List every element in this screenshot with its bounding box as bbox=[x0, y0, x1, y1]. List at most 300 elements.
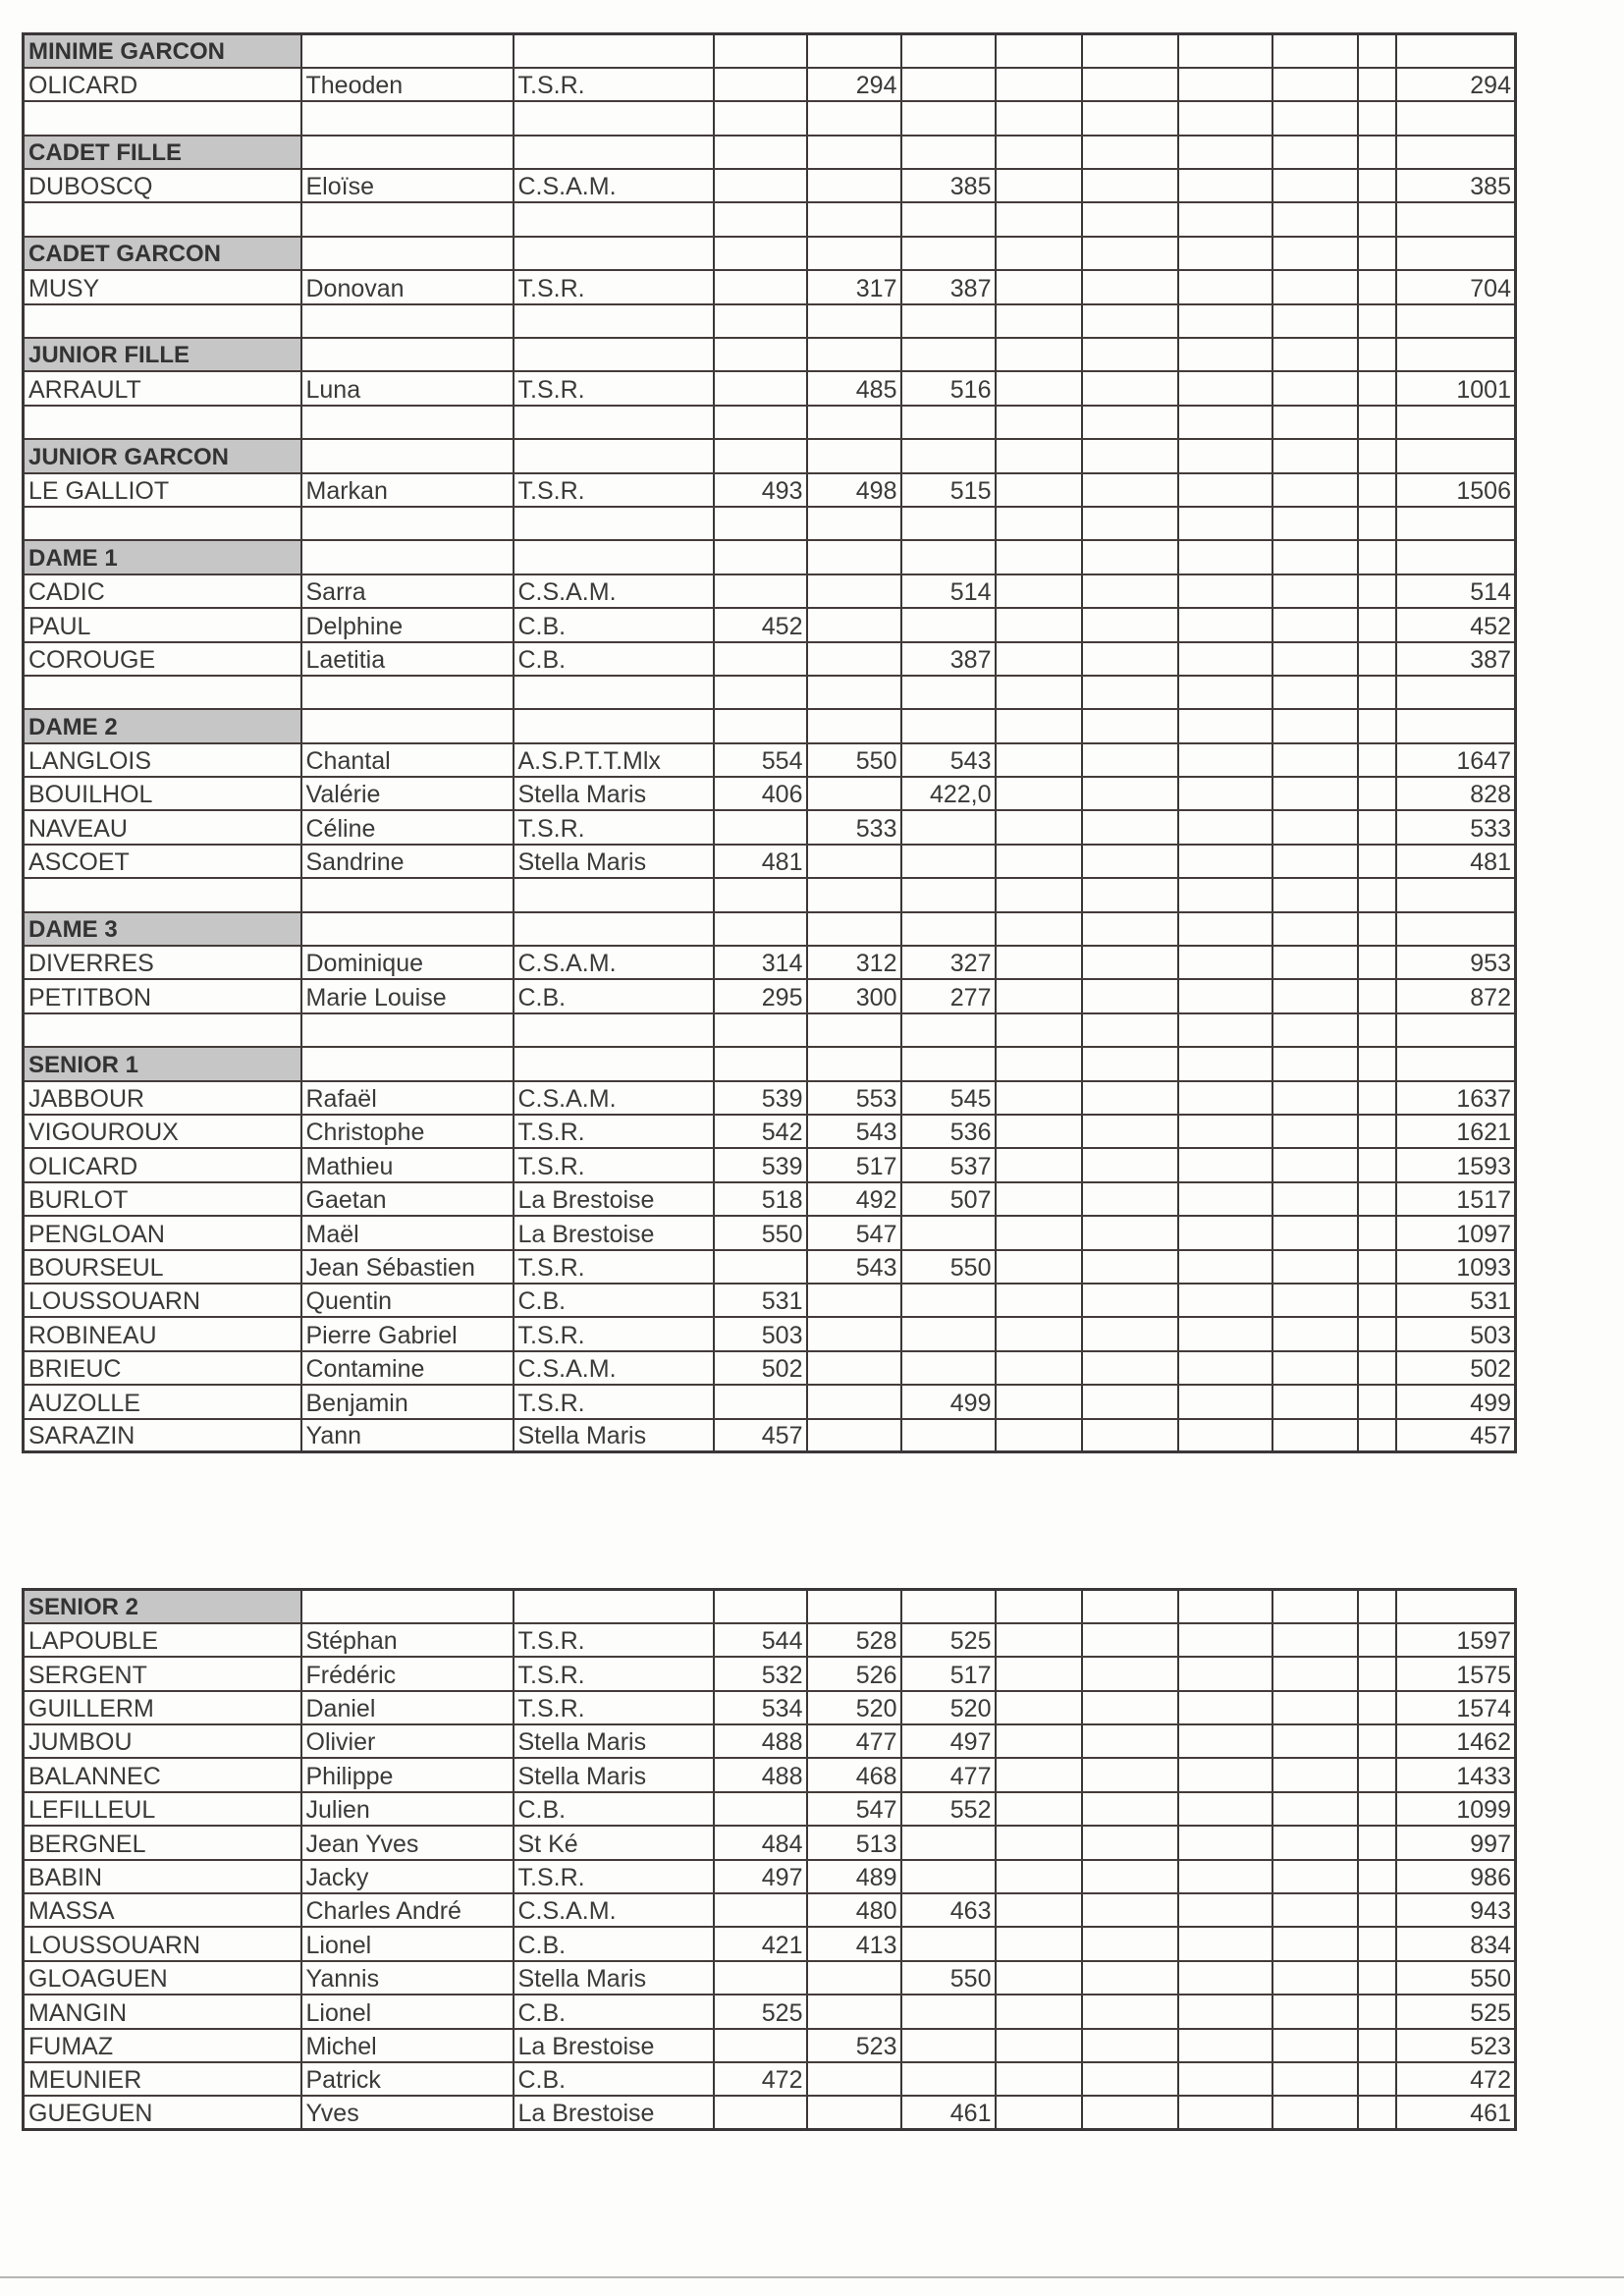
table-row bbox=[24, 574, 1516, 608]
empty-cell bbox=[714, 1047, 807, 1080]
score-4 bbox=[996, 270, 1082, 303]
empty-cell bbox=[1358, 507, 1396, 540]
empty-cell bbox=[24, 878, 301, 911]
table-row bbox=[24, 1351, 1516, 1385]
score-2: 547 bbox=[807, 1792, 901, 1826]
club: St Ké bbox=[514, 1826, 714, 1859]
score-7 bbox=[1272, 1216, 1358, 1249]
score-6 bbox=[1178, 473, 1272, 507]
empty-cell bbox=[1396, 406, 1516, 439]
score-7 bbox=[1272, 1724, 1358, 1758]
score-5 bbox=[1082, 2096, 1178, 2129]
empty-cell bbox=[1396, 676, 1516, 709]
club: T.S.R. bbox=[514, 68, 714, 101]
score-5 bbox=[1082, 642, 1178, 676]
empty-cell bbox=[1358, 101, 1396, 135]
club: A.S.P.T.T.Mlx bbox=[514, 743, 714, 777]
score-7 bbox=[1272, 1961, 1358, 1995]
score-1: 532 bbox=[714, 1657, 807, 1690]
score-1: 457 bbox=[714, 1419, 807, 1452]
empty-cell bbox=[1082, 406, 1178, 439]
score-2 bbox=[807, 1419, 901, 1452]
empty-cell bbox=[714, 202, 807, 236]
score-7 bbox=[1272, 1657, 1358, 1690]
first-name: Dominique bbox=[301, 946, 514, 979]
score-1: 542 bbox=[714, 1115, 807, 1148]
score-6 bbox=[1178, 1758, 1272, 1791]
score-6 bbox=[1178, 2029, 1272, 2062]
empty-cell bbox=[301, 507, 514, 540]
empty-cell bbox=[1272, 540, 1358, 574]
score-3: 463 bbox=[901, 1893, 996, 1927]
empty-cell bbox=[901, 507, 996, 540]
last-name: MUSY bbox=[24, 270, 301, 303]
score-5 bbox=[1082, 1691, 1178, 1724]
empty-cell bbox=[1082, 439, 1178, 472]
score-2 bbox=[807, 1284, 901, 1317]
empty-cell bbox=[901, 709, 996, 742]
club: C.B. bbox=[514, 1995, 714, 2028]
score-7 bbox=[1272, 2062, 1358, 2096]
score-1: 544 bbox=[714, 1623, 807, 1657]
first-name: Olivier bbox=[301, 1724, 514, 1758]
table-row bbox=[24, 1419, 1516, 1452]
score-4 bbox=[996, 2029, 1082, 2062]
score-3: 461 bbox=[901, 2096, 996, 2129]
score-6 bbox=[1178, 1623, 1272, 1657]
category-header-row bbox=[24, 136, 1516, 169]
club: T.S.R. bbox=[514, 1860, 714, 1893]
score-8 bbox=[1358, 2096, 1396, 2129]
club: C.B. bbox=[514, 1284, 714, 1317]
score-4 bbox=[996, 1860, 1082, 1893]
last-name: ASCOET bbox=[24, 845, 301, 878]
empty-cell bbox=[1082, 202, 1178, 236]
score-6 bbox=[1178, 1893, 1272, 1927]
score-2: 294 bbox=[807, 68, 901, 101]
empty-cell bbox=[301, 136, 514, 169]
score-2: 468 bbox=[807, 1758, 901, 1791]
empty-cell bbox=[1082, 1590, 1178, 1623]
score-5 bbox=[1082, 1182, 1178, 1216]
club: C.B. bbox=[514, 642, 714, 676]
empty-cell bbox=[901, 912, 996, 946]
empty-cell bbox=[1396, 1590, 1516, 1623]
score-8 bbox=[1358, 2029, 1396, 2062]
category-title: SENIOR 2 bbox=[24, 1590, 301, 1623]
table-row bbox=[24, 1995, 1516, 2028]
first-name: Charles André bbox=[301, 1893, 514, 1927]
score-5 bbox=[1082, 1758, 1178, 1791]
total-score: 503 bbox=[1396, 1317, 1516, 1350]
first-name: Michel bbox=[301, 2029, 514, 2062]
first-name: Maël bbox=[301, 1216, 514, 1249]
score-3: 550 bbox=[901, 1250, 996, 1284]
empty-cell bbox=[1082, 1047, 1178, 1080]
empty-cell bbox=[1358, 912, 1396, 946]
last-name: COROUGE bbox=[24, 642, 301, 676]
empty-cell bbox=[1178, 439, 1272, 472]
table-row bbox=[24, 1216, 1516, 1249]
last-name: GUEGUEN bbox=[24, 2096, 301, 2129]
spacer-row bbox=[24, 1013, 1516, 1047]
score-7 bbox=[1272, 68, 1358, 101]
empty-cell bbox=[996, 304, 1082, 338]
empty-cell bbox=[1396, 304, 1516, 338]
empty-cell bbox=[901, 202, 996, 236]
last-name: JUMBOU bbox=[24, 1724, 301, 1758]
total-score: 387 bbox=[1396, 642, 1516, 676]
club: Stella Maris bbox=[514, 1419, 714, 1452]
score-4 bbox=[996, 1216, 1082, 1249]
score-1: 503 bbox=[714, 1317, 807, 1350]
score-3: 536 bbox=[901, 1115, 996, 1148]
first-name: Jean Yves bbox=[301, 1826, 514, 1859]
empty-cell bbox=[807, 709, 901, 742]
first-name: Gaetan bbox=[301, 1182, 514, 1216]
empty-cell bbox=[24, 1013, 301, 1047]
score-7 bbox=[1272, 1182, 1358, 1216]
empty-cell bbox=[807, 676, 901, 709]
score-8 bbox=[1358, 1250, 1396, 1284]
first-name: Céline bbox=[301, 810, 514, 844]
table-row bbox=[24, 845, 1516, 878]
table-row bbox=[24, 2062, 1516, 2096]
last-name: LANGLOIS bbox=[24, 743, 301, 777]
score-1: 518 bbox=[714, 1182, 807, 1216]
category-title: MINIME GARCON bbox=[24, 34, 301, 68]
club: C.B. bbox=[514, 608, 714, 641]
empty-cell bbox=[901, 676, 996, 709]
score-5 bbox=[1082, 1623, 1178, 1657]
last-name: PAUL bbox=[24, 608, 301, 641]
empty-cell bbox=[1082, 676, 1178, 709]
table-row bbox=[24, 777, 1516, 810]
table-row bbox=[24, 1250, 1516, 1284]
total-score: 550 bbox=[1396, 1961, 1516, 1995]
empty-cell bbox=[996, 34, 1082, 68]
empty-cell bbox=[1272, 507, 1358, 540]
empty-cell bbox=[514, 1590, 714, 1623]
empty-cell bbox=[996, 912, 1082, 946]
empty-cell bbox=[1358, 1013, 1396, 1047]
table-row bbox=[24, 1724, 1516, 1758]
spacer-row bbox=[24, 304, 1516, 338]
score-3 bbox=[901, 2062, 996, 2096]
empty-cell bbox=[714, 136, 807, 169]
score-8 bbox=[1358, 1623, 1396, 1657]
score-6 bbox=[1178, 1792, 1272, 1826]
score-7 bbox=[1272, 574, 1358, 608]
score-6 bbox=[1178, 1385, 1272, 1418]
score-8 bbox=[1358, 946, 1396, 979]
score-1: 534 bbox=[714, 1691, 807, 1724]
total-score: 385 bbox=[1396, 169, 1516, 202]
score-6 bbox=[1178, 371, 1272, 405]
first-name: Sarra bbox=[301, 574, 514, 608]
score-2 bbox=[807, 845, 901, 878]
score-2 bbox=[807, 1995, 901, 2028]
score-1 bbox=[714, 2096, 807, 2129]
empty-cell bbox=[1272, 338, 1358, 371]
score-6 bbox=[1178, 1826, 1272, 1859]
score-6 bbox=[1178, 1419, 1272, 1452]
score-8 bbox=[1358, 979, 1396, 1012]
empty-cell bbox=[996, 406, 1082, 439]
last-name: LOUSSOUARN bbox=[24, 1284, 301, 1317]
empty-cell bbox=[1082, 237, 1178, 270]
score-5 bbox=[1082, 946, 1178, 979]
spacer-row bbox=[24, 676, 1516, 709]
score-6 bbox=[1178, 68, 1272, 101]
score-1 bbox=[714, 2029, 807, 2062]
score-7 bbox=[1272, 1284, 1358, 1317]
first-name: Frédéric bbox=[301, 1657, 514, 1690]
empty-cell bbox=[514, 136, 714, 169]
score-6 bbox=[1178, 1182, 1272, 1216]
total-score: 953 bbox=[1396, 946, 1516, 979]
empty-cell bbox=[1178, 1013, 1272, 1047]
score-4 bbox=[996, 1758, 1082, 1791]
score-1 bbox=[714, 1893, 807, 1927]
score-8 bbox=[1358, 371, 1396, 405]
first-name: Markan bbox=[301, 473, 514, 507]
last-name: ARRAULT bbox=[24, 371, 301, 405]
empty-cell bbox=[901, 540, 996, 574]
club: C.S.A.M. bbox=[514, 169, 714, 202]
empty-cell bbox=[514, 101, 714, 135]
score-3 bbox=[901, 1927, 996, 1960]
score-5 bbox=[1082, 1385, 1178, 1418]
club: C.S.A.M. bbox=[514, 946, 714, 979]
score-2: 543 bbox=[807, 1250, 901, 1284]
empty-cell bbox=[301, 540, 514, 574]
club: La Brestoise bbox=[514, 2029, 714, 2062]
club: T.S.R. bbox=[514, 1317, 714, 1350]
score-2 bbox=[807, 1317, 901, 1350]
empty-cell bbox=[514, 202, 714, 236]
score-5 bbox=[1082, 169, 1178, 202]
empty-cell bbox=[1396, 709, 1516, 742]
empty-cell bbox=[1358, 540, 1396, 574]
empty-cell bbox=[1178, 540, 1272, 574]
empty-cell bbox=[714, 1590, 807, 1623]
spacer-row bbox=[24, 406, 1516, 439]
empty-cell bbox=[514, 338, 714, 371]
table-row bbox=[24, 1623, 1516, 1657]
empty-cell bbox=[1396, 338, 1516, 371]
empty-cell bbox=[1396, 101, 1516, 135]
score-7 bbox=[1272, 845, 1358, 878]
score-6 bbox=[1178, 1691, 1272, 1724]
club: C.B. bbox=[514, 1792, 714, 1826]
table-row bbox=[24, 1182, 1516, 1216]
total-score: 531 bbox=[1396, 1284, 1516, 1317]
score-1: 406 bbox=[714, 777, 807, 810]
first-name: Julien bbox=[301, 1792, 514, 1826]
score-2: 413 bbox=[807, 1927, 901, 1960]
empty-cell bbox=[514, 709, 714, 742]
empty-cell bbox=[807, 507, 901, 540]
empty-cell bbox=[301, 304, 514, 338]
empty-cell bbox=[301, 237, 514, 270]
last-name: LOUSSOUARN bbox=[24, 1927, 301, 1960]
score-3: 515 bbox=[901, 473, 996, 507]
score-7 bbox=[1272, 1893, 1358, 1927]
score-7 bbox=[1272, 1995, 1358, 2028]
empty-cell bbox=[514, 540, 714, 574]
club: C.B. bbox=[514, 2062, 714, 2096]
score-2 bbox=[807, 1385, 901, 1418]
score-1: 452 bbox=[714, 608, 807, 641]
empty-cell bbox=[514, 237, 714, 270]
first-name: Yves bbox=[301, 2096, 514, 2129]
score-3: 517 bbox=[901, 1657, 996, 1690]
score-7 bbox=[1272, 608, 1358, 641]
table-row bbox=[24, 2096, 1516, 2129]
empty-cell bbox=[301, 1590, 514, 1623]
score-6 bbox=[1178, 979, 1272, 1012]
score-3 bbox=[901, 1419, 996, 1452]
club: Stella Maris bbox=[514, 1758, 714, 1791]
score-5 bbox=[1082, 1657, 1178, 1690]
empty-cell bbox=[1178, 101, 1272, 135]
first-name: Lionel bbox=[301, 1995, 514, 2028]
empty-cell bbox=[301, 202, 514, 236]
empty-cell bbox=[901, 1013, 996, 1047]
score-4 bbox=[996, 68, 1082, 101]
score-7 bbox=[1272, 2029, 1358, 2062]
score-4 bbox=[996, 1385, 1082, 1418]
category-title: DAME 3 bbox=[24, 912, 301, 946]
total-score: 472 bbox=[1396, 2062, 1516, 2096]
score-1: 481 bbox=[714, 845, 807, 878]
score-4 bbox=[996, 777, 1082, 810]
empty-cell bbox=[301, 1013, 514, 1047]
score-7 bbox=[1272, 946, 1358, 979]
club: C.S.A.M. bbox=[514, 1893, 714, 1927]
empty-cell bbox=[1396, 878, 1516, 911]
last-name: MEUNIER bbox=[24, 2062, 301, 2096]
score-4 bbox=[996, 1657, 1082, 1690]
total-score: 1575 bbox=[1396, 1657, 1516, 1690]
score-6 bbox=[1178, 642, 1272, 676]
empty-cell bbox=[24, 507, 301, 540]
category-header-row bbox=[24, 1590, 1516, 1623]
empty-cell bbox=[996, 1013, 1082, 1047]
table-row bbox=[24, 642, 1516, 676]
score-1: 525 bbox=[714, 1995, 807, 2028]
score-3: 477 bbox=[901, 1758, 996, 1791]
empty-cell bbox=[714, 540, 807, 574]
empty-cell bbox=[514, 912, 714, 946]
results-table-1 bbox=[22, 32, 1517, 1453]
score-2 bbox=[807, 574, 901, 608]
score-6 bbox=[1178, 1250, 1272, 1284]
score-5 bbox=[1082, 1081, 1178, 1115]
score-2: 533 bbox=[807, 810, 901, 844]
category-header-row bbox=[24, 338, 1516, 371]
score-7 bbox=[1272, 1385, 1358, 1418]
score-6 bbox=[1178, 608, 1272, 641]
total-score: 872 bbox=[1396, 979, 1516, 1012]
score-4 bbox=[996, 1995, 1082, 2028]
score-4 bbox=[996, 1724, 1082, 1758]
last-name: GLOAGUEN bbox=[24, 1961, 301, 1995]
empty-cell bbox=[996, 676, 1082, 709]
total-score: 1001 bbox=[1396, 371, 1516, 405]
last-name: JABBOUR bbox=[24, 1081, 301, 1115]
empty-cell bbox=[1358, 676, 1396, 709]
score-3: 550 bbox=[901, 1961, 996, 1995]
table-row bbox=[24, 473, 1516, 507]
score-3 bbox=[901, 1284, 996, 1317]
first-name: Laetitia bbox=[301, 642, 514, 676]
score-3 bbox=[901, 1826, 996, 1859]
score-1: 314 bbox=[714, 946, 807, 979]
empty-cell bbox=[1178, 1590, 1272, 1623]
last-name: VIGOUROUX bbox=[24, 1115, 301, 1148]
score-2 bbox=[807, 608, 901, 641]
score-8 bbox=[1358, 1284, 1396, 1317]
score-7 bbox=[1272, 1115, 1358, 1148]
score-3: 422,0 bbox=[901, 777, 996, 810]
empty-cell bbox=[24, 676, 301, 709]
first-name: Lionel bbox=[301, 1927, 514, 1960]
score-8 bbox=[1358, 1961, 1396, 1995]
score-4 bbox=[996, 608, 1082, 641]
first-name: Valérie bbox=[301, 777, 514, 810]
empty-cell bbox=[714, 101, 807, 135]
empty-cell bbox=[807, 304, 901, 338]
empty-cell bbox=[1272, 136, 1358, 169]
empty-cell bbox=[1178, 34, 1272, 68]
score-5 bbox=[1082, 1317, 1178, 1350]
score-1: 472 bbox=[714, 2062, 807, 2096]
table-row bbox=[24, 68, 1516, 101]
score-8 bbox=[1358, 1081, 1396, 1115]
score-4 bbox=[996, 845, 1082, 878]
score-1 bbox=[714, 169, 807, 202]
total-score: 525 bbox=[1396, 1995, 1516, 2028]
empty-cell bbox=[1396, 202, 1516, 236]
empty-cell bbox=[1272, 1047, 1358, 1080]
score-6 bbox=[1178, 2096, 1272, 2129]
empty-cell bbox=[1358, 34, 1396, 68]
empty-cell bbox=[996, 709, 1082, 742]
score-1 bbox=[714, 1792, 807, 1826]
empty-cell bbox=[1178, 136, 1272, 169]
category-header-row bbox=[24, 439, 1516, 472]
score-4 bbox=[996, 1961, 1082, 1995]
last-name: DIVERRES bbox=[24, 946, 301, 979]
score-2 bbox=[807, 1351, 901, 1385]
table-row bbox=[24, 1317, 1516, 1350]
score-2 bbox=[807, 777, 901, 810]
first-name: Yann bbox=[301, 1419, 514, 1452]
last-name: BERGNEL bbox=[24, 1826, 301, 1859]
table-row bbox=[24, 979, 1516, 1012]
score-6 bbox=[1178, 1216, 1272, 1249]
score-3: 385 bbox=[901, 169, 996, 202]
score-8 bbox=[1358, 1691, 1396, 1724]
score-6 bbox=[1178, 1657, 1272, 1690]
empty-cell bbox=[514, 1013, 714, 1047]
last-name: FUMAZ bbox=[24, 2029, 301, 2062]
score-6 bbox=[1178, 1148, 1272, 1181]
empty-cell bbox=[714, 1013, 807, 1047]
total-score: 1097 bbox=[1396, 1216, 1516, 1249]
